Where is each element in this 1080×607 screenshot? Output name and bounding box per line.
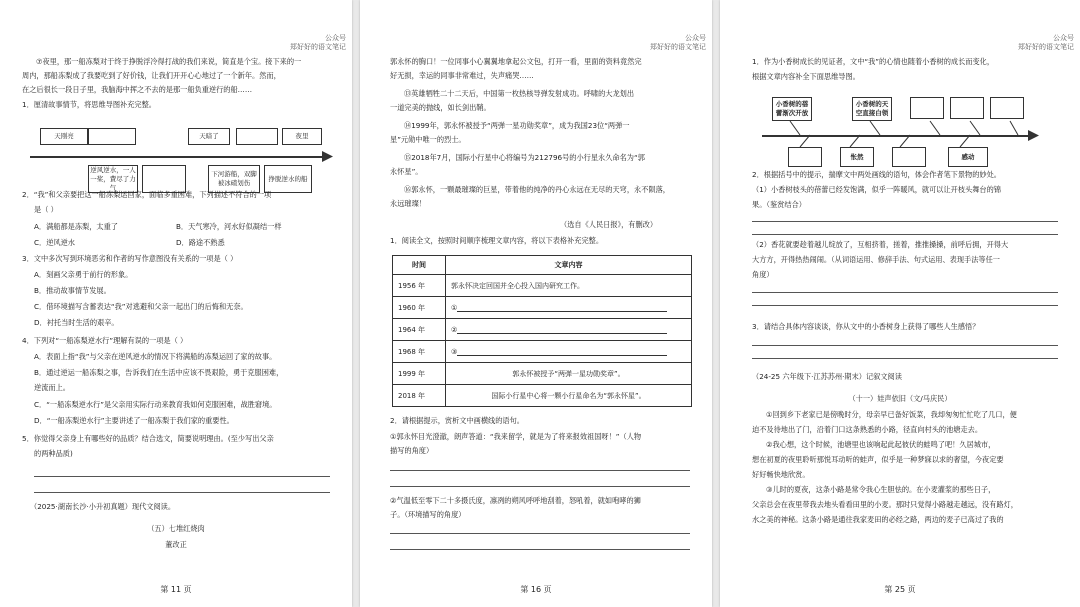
page-16 <box>360 0 712 607</box>
answer-line[interactable] <box>752 345 1058 346</box>
paragraph-7-line-2: 周内，那船冻梨成了我要吃到了好价钱，让我们开开心心地过了一个新年。然而， <box>22 71 281 80</box>
article-author: 董改正 <box>165 540 187 549</box>
row-year: 1964 年 <box>393 319 446 341</box>
answer-line[interactable] <box>752 358 1058 359</box>
diagram-branches <box>760 120 1030 148</box>
flow-box-bottom-1: 逆风逆水，一人一桨，費尽了力气 <box>88 165 138 193</box>
q4-option-a: A．表面上指“我”与父亲在逆风逆水的情况下将满船的冻梨运回了家的故事。 <box>34 352 277 361</box>
header-label-2: 郑好好的语文笔记 <box>290 43 346 51</box>
question-1: 1．阅读全文，按照时间顺序梳理文章内容，将以下表格补充完整。 <box>390 236 604 245</box>
page-footer: 第 25 页 <box>884 585 916 594</box>
question-1-line-1: 1．作为小香树成长的见证者，文中“我”的心情也随着小香树的成长而变化， <box>752 57 995 66</box>
answer-line[interactable] <box>752 305 1058 306</box>
flow-box-top-1: 天刚亮 <box>40 128 88 145</box>
paragraph-15-line-1: ⑮2018年7月，国际小行星中心将编号为212796号的小行星永久命名为“郭 <box>404 153 645 162</box>
answer-line[interactable] <box>752 221 1058 222</box>
q2-option-d: D．路途不熟悉 <box>176 238 225 247</box>
table-row <box>393 297 692 319</box>
diagram-box-blank[interactable] <box>910 97 944 119</box>
paragraph-14-line-2: 星”元勋中唯一的烈士。 <box>390 135 466 144</box>
flow-box-top-2 <box>88 128 136 145</box>
paragraph-13-line-1: ⑬英雄牺牲二十二天后，中国第一枚热核导弹发射成功。呼啸的大龙划出 <box>404 89 635 98</box>
fill-line[interactable] <box>457 303 667 312</box>
header-label-1: 公众号 <box>685 34 706 42</box>
flow-box-bottom-3: 下河游船，双脚被冰碴划伤 <box>208 165 260 193</box>
flow-box-bottom-4: 挣脱逆水的船 <box>264 165 312 193</box>
table-row <box>393 319 692 341</box>
row-marker: ① <box>451 304 458 312</box>
article-para-line: ②我心想，这个时候，池塘里也该响起此起彼伏的蛙鸣了吧！久居城市， <box>766 440 996 449</box>
paragraph-16-line-2: 永远璀璨！ <box>390 199 426 208</box>
question-5-line-2: 的两种品质) <box>34 449 73 458</box>
source-line: （2025·湖南长沙·小升初真题）现代文阅读。 <box>30 502 176 511</box>
table-header-row <box>393 256 692 275</box>
row-content: 郭永怀决定回国并全心投入国内研究工作。 <box>446 275 692 297</box>
answer-line[interactable] <box>34 476 330 477</box>
header-label-1: 公众号 <box>325 34 346 42</box>
question-3: 3．文中多次写到环境恶劣和作者的写作意图没有关系的一项是（ ） <box>22 254 238 263</box>
question-2-2-line-2: 大方方，开得热热闹闹。（从词语运用、修辞手法、句式运用、表现手法等任一 <box>752 255 1000 264</box>
question-2-2-line-3: 角度） <box>752 270 774 279</box>
page-header <box>1018 34 1074 52</box>
row-blank[interactable] <box>446 341 692 363</box>
article-para-line: ①回到乡下老家已是傍晚时分，母亲早已备好饭菜，我却匆匆忙忙吃了几口，便 <box>766 410 1017 419</box>
q4-option-b: B．通过逆运一船冻梨之事，告诉我们在生活中应该不畏艰险，勇于克服困难， <box>34 368 284 377</box>
paragraph-14-line-1: ⑭1999年，郭永怀被授予“两弹一星功勋奖章”，成为我国23位“两弹一 <box>404 121 630 130</box>
question-2-1-line-2: 果。（鉴赏结合） <box>752 200 806 209</box>
question-1: 1．厘清故事情节，将思维导图补充完整。 <box>22 100 156 109</box>
row-marker: ③ <box>451 348 458 356</box>
question-1-line-2: 根据文章内容补全下面思维导图。 <box>752 72 860 81</box>
arrow-right-icon <box>322 151 334 162</box>
row-year: 1968 年 <box>393 341 446 363</box>
article-para-line: 父亲总会在夜里带我去地头看看田里的小麦。那时只觉得小路越走越远，没有路灯， <box>752 500 1018 509</box>
page-25 <box>720 0 1080 607</box>
intro-line-1: 郭永怀的胸口！一位同事小心翼翼地拿起公文包，打开一看，里面的资料竟然完 <box>390 57 642 66</box>
q2-option-b: B．天气寒冷，河水好似凝结一样 <box>176 222 282 231</box>
q3-option-c: C．借环境描写含蓄表达“我”对逃避和父亲一起出门的后悔和无奈。 <box>34 302 248 311</box>
flow-box-top-5: 夜里 <box>282 128 322 145</box>
row-year: 1956 年 <box>393 275 446 297</box>
answer-line[interactable] <box>390 470 690 471</box>
fill-line[interactable] <box>457 325 667 334</box>
column-header-content: 文章内容 <box>446 256 692 275</box>
q3-option-a: A．刻画父亲勇于前行的形象。 <box>34 270 133 279</box>
q4-option-c: C．“一船冻梨逆水行”是父亲用实际行动来教育我如何克服困难，战胜窘境。 <box>34 400 277 409</box>
paragraph-7-line-1: ⑦夜里，那一船冻梨对于终于挣脱浮冷得打战的我们来说，简直是个宝。接下来的一 <box>36 57 302 66</box>
page-11 <box>0 0 352 607</box>
q3-option-b: B．推动故事情节发展。 <box>34 286 111 295</box>
diagram-box-blank[interactable] <box>990 97 1024 119</box>
answer-line[interactable] <box>390 549 690 550</box>
source-line: （选自《人民日报》，有删改） <box>560 220 658 229</box>
source-line: （24-25 六年级下·江苏苏州·期末）记叙文阅读 <box>752 372 902 381</box>
row-year: 1999 年 <box>393 363 446 385</box>
paragraph-13-line-2: 一道完美的抛线，如长剑出鞘。 <box>390 103 491 112</box>
flow-box-top-3: 天暗了 <box>188 128 230 145</box>
row-blank[interactable] <box>446 297 692 319</box>
header-label-2: 郑好好的语文笔记 <box>650 43 706 51</box>
q4-option-d: D．“一船冻梨逆水行”主要讲述了一船冻梨于我们家的重要性。 <box>34 416 234 425</box>
diagram-box-2: 小香树的天空直接白领 <box>852 97 892 121</box>
diagram-box-blank[interactable] <box>892 147 926 167</box>
question-4: 4．下列对“一船冻梨逆水行”理解有误的一项是（ ） <box>22 336 188 345</box>
flow-axis <box>30 156 328 158</box>
question-2a-line-2: 描写的角度） <box>390 446 434 455</box>
row-year: 1960 年 <box>393 297 446 319</box>
question-2-1-line-1: （1）小香树枝头的蓓蕾已经发饱满，似乎一阵暖风，就可以让开枝头舞台的锦 <box>752 185 1001 194</box>
table-row <box>393 275 692 297</box>
diagram-box-3: 怅然 <box>840 147 874 167</box>
row-content: 国际小行星中心将一颗小行星命名为“郭永怀星”。 <box>446 385 692 407</box>
diagram-box-blank[interactable] <box>788 147 822 167</box>
page-footer: 第 11 页 <box>160 585 192 594</box>
paragraph-7-line-3: 在之后很长一段日子里，我脑海中挥之不去的是那一船负重逆行的船…… <box>22 85 253 94</box>
article-para-line: 迫不及待地出了门，沿着门口这条熟悉的小路，径直向村头的池塘走去。 <box>752 425 983 434</box>
diagram-box-blank[interactable] <box>950 97 984 119</box>
answer-line[interactable] <box>390 533 690 534</box>
q3-option-d: D．衬托当时生活的艰辛。 <box>34 318 119 327</box>
page-header <box>650 34 706 52</box>
page-header <box>290 34 346 52</box>
diagram-box-4: 感动 <box>948 147 988 167</box>
row-blank[interactable] <box>446 319 692 341</box>
question-2b-line-2: 子。（环境描写的角度） <box>390 510 466 519</box>
answer-line[interactable] <box>752 292 1058 293</box>
timeline-table <box>392 255 692 407</box>
q4-option-b-cont: 逆流而上。 <box>34 383 70 392</box>
q2-option-c: C．逆风逆水 <box>34 238 75 247</box>
paragraph-16-line-1: ⑯郭永怀，一颗最璀璨的巨星，带着他的纯净的丹心永远在无尽的天穹，永不陨落， <box>404 185 670 194</box>
answer-line[interactable] <box>34 492 330 493</box>
row-year: 2018 年 <box>393 385 446 407</box>
question-2a-line-1: ①郭永怀目光澄澈，朗声答道：“我来留学，就是为了将来报效祖国呀！”（人物 <box>390 432 642 441</box>
article-para-line: ③儿时的夏夜，这条小路是常令我心生胆怯的。在小麦灌浆的那些日子， <box>766 485 996 494</box>
article-para-line: 想在初夏的夜里聆听那悦耳动听的蛙声，似乎是一种梦寐以求的奢望，今夜定要 <box>752 455 1004 464</box>
question-2-line-2: 是（ ） <box>34 205 58 214</box>
question-2-line-1: 2．“我”和父亲要把这一船冻梨运回家，面临多重困难，下列描述不符合的一项 <box>22 190 272 199</box>
page-footer: 第 16 页 <box>520 585 552 594</box>
table-row <box>393 341 692 363</box>
answer-line[interactable] <box>390 486 690 487</box>
column-header-time: 时间 <box>393 256 446 275</box>
diagram-box-1: 小香树的蓓蕾渐次开放 <box>772 97 812 121</box>
table-row <box>393 363 692 385</box>
paragraph-15-line-2: 永怀星”。 <box>390 167 423 176</box>
row-content: 郭永怀被授予“两弹一星功勋奖章”。 <box>446 363 692 385</box>
row-marker: ② <box>451 326 458 334</box>
article-title: （五）七堆红烧肉 <box>147 524 205 533</box>
fill-line[interactable] <box>457 347 667 356</box>
flow-box-top-4 <box>236 128 278 145</box>
question-2: 2．请根据提示，赏析文中画横线的语句。 <box>390 416 524 425</box>
header-label-2: 郑好好的语文笔记 <box>1018 43 1074 51</box>
q2-option-a: A．满船都是冻梨，太重了 <box>34 222 118 231</box>
header-label-1: 公众号 <box>1053 34 1074 42</box>
intro-line-2: 好无损，幸运的同事非常难过，失声痛哭…… <box>390 71 534 80</box>
table-row <box>393 385 692 407</box>
article-para-line: 水之美的神秘。这条小路是通往我家麦田的必经之路，两边的麦子已高过了我的 <box>752 515 1004 524</box>
question-3: 3．请结合具体内容谈谈，你从文中的小香树身上获得了哪些人生感悟？ <box>752 322 980 331</box>
question-2: 2．根据括号中的提示，揣摩文中两处画线的语句，体会作者笔下景物的妙处。 <box>752 170 1001 179</box>
answer-line[interactable] <box>752 234 1058 235</box>
question-2b-line-1: ②气温低至零下二十多摄氏度，凛冽的朔风呼呼地刮着，怒吼着，就如咆哮的狮 <box>390 496 641 505</box>
question-2-2-line-1: （2）香花就要趁着越儿绽放了，互相挤着，搓着，推推搡搡，前呼后拥，开得大 <box>752 240 1009 249</box>
article-para-line: 好好畅快地欣赏。 <box>752 470 810 479</box>
question-5-line-1: 5．你觉得父亲身上有哪些好的品质？结合选文，简要说明理由。(至少写出父亲 <box>22 434 274 443</box>
article-title: （十一）娃声依旧（文/马庆民） <box>848 394 952 403</box>
